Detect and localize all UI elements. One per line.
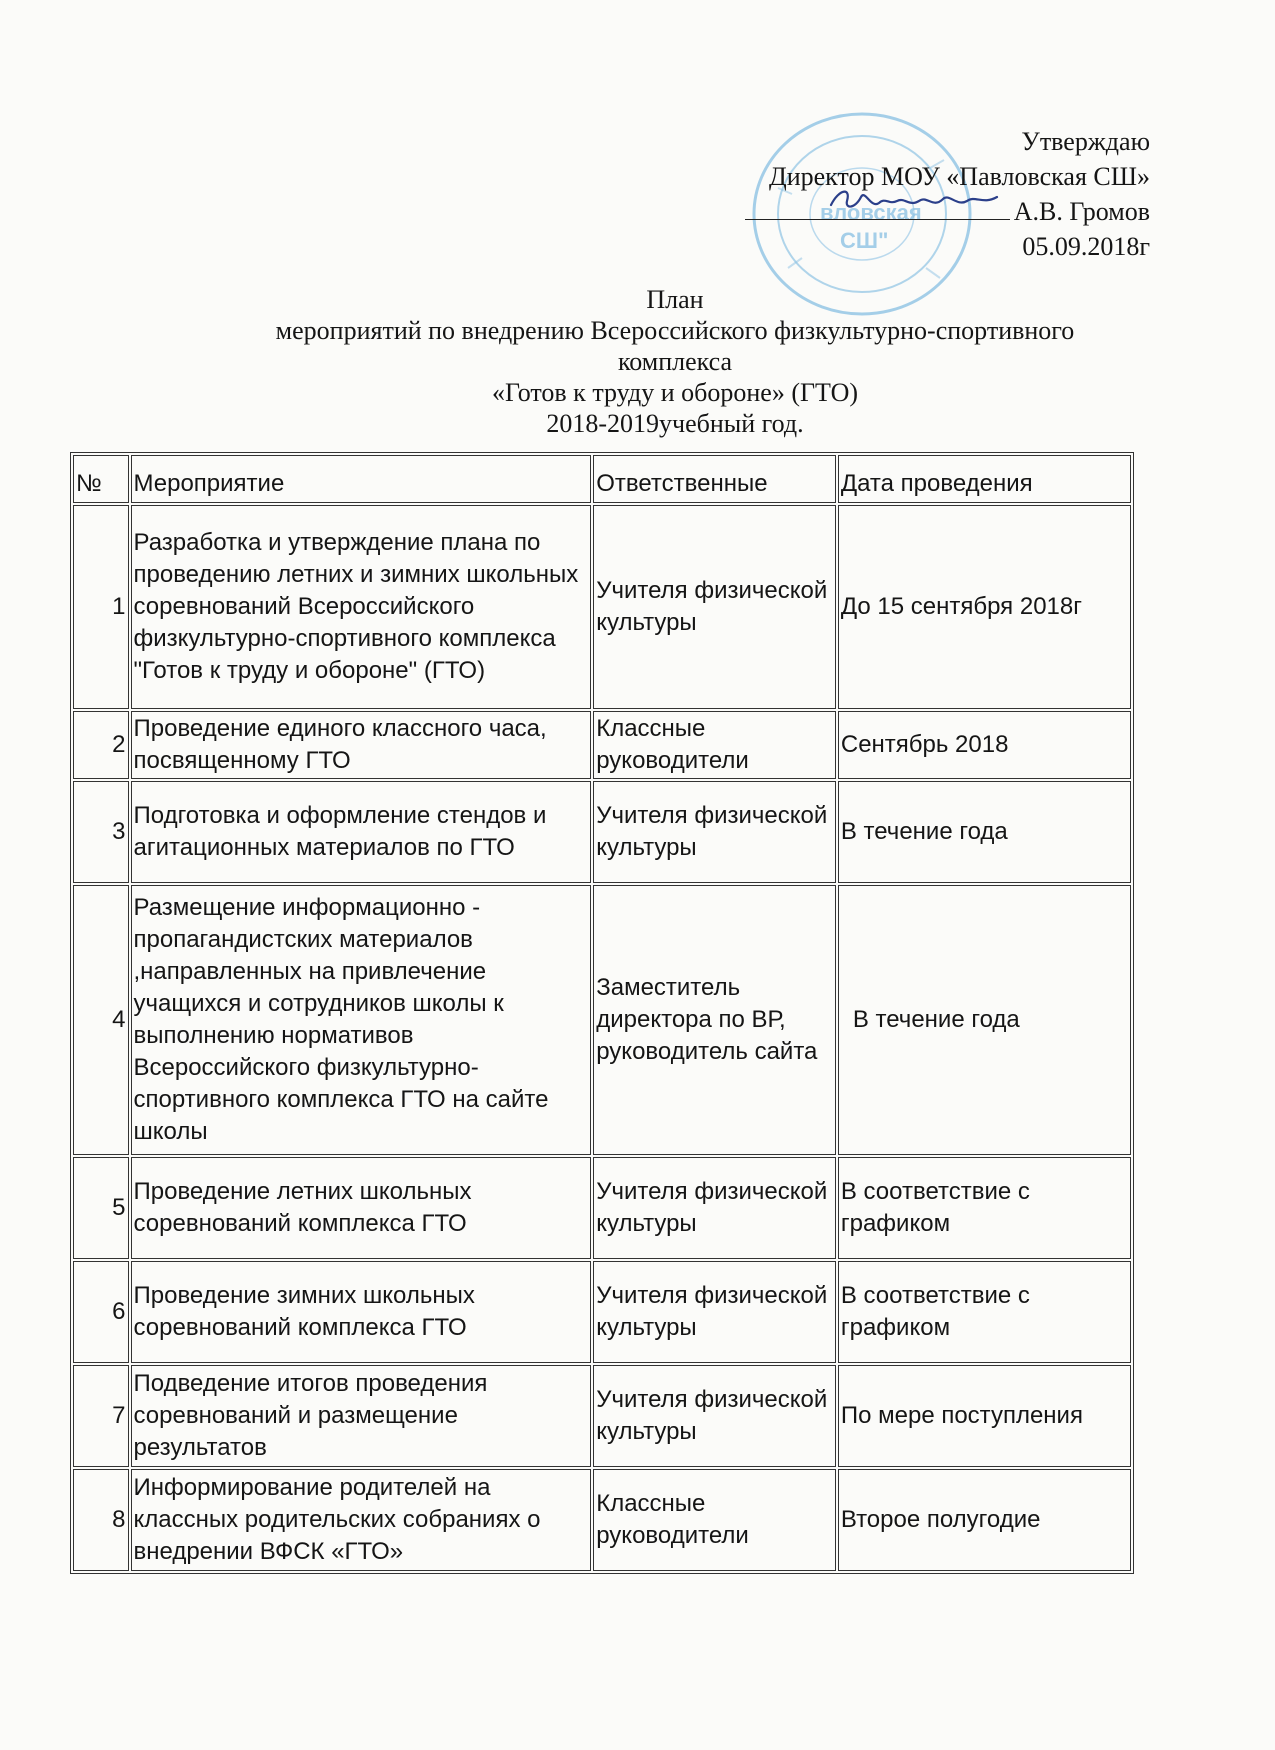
title-line-3: комплекса <box>617 347 733 376</box>
row-responsible: Заместитель директора по ВР, руководитель сайта <box>593 885 836 1155</box>
row-responsible: Учителя физической культуры <box>593 505 836 709</box>
row-date: До 15 сентября 2018г <box>838 505 1131 709</box>
row-date: В течение года <box>838 885 1131 1155</box>
row-number: 6 <box>73 1261 129 1363</box>
header-number: № <box>73 455 129 503</box>
row-responsible: Учителя физической культуры <box>593 1157 836 1259</box>
row-activity: Проведение зимних школьных соревнований комплекса ГТО <box>131 1261 592 1363</box>
approval-block <box>745 124 1150 264</box>
row-responsible: Классные руководители <box>593 711 836 779</box>
title-line-5: 2018-2019учебный год. <box>546 409 804 438</box>
header-activity: Мероприятие <box>131 455 592 503</box>
row-number: 4 <box>73 885 129 1155</box>
row-date: В соответствие с графиком <box>838 1157 1131 1259</box>
director-position: Директор МОУ «Павловская СШ» <box>768 162 1150 191</box>
row-activity: Проведение летних школьных соревнований комплекса ГТО <box>131 1157 592 1259</box>
table-row <box>73 885 1131 1155</box>
approval-date: 05.09.2018г <box>1022 232 1150 261</box>
row-date: В течение года <box>838 781 1131 883</box>
svg-text:СШ": СШ" <box>840 228 889 253</box>
row-number: 3 <box>73 781 129 883</box>
row-date: В соответствие с графиком <box>838 1261 1131 1363</box>
row-activity: Информирование родителей на классных родительских собраниях о внедрении ВФСК «ГТО» <box>131 1469 592 1571</box>
row-number: 5 <box>73 1157 129 1259</box>
row-number: 2 <box>73 711 129 779</box>
row-number: 1 <box>73 505 129 709</box>
row-number: 8 <box>73 1469 129 1571</box>
svg-text:вловская: вловская <box>820 200 922 225</box>
row-responsible: Учителя физической культуры <box>593 1365 836 1467</box>
plan-table <box>70 452 1134 1574</box>
table-row <box>73 1365 1131 1467</box>
table-row <box>73 1157 1131 1259</box>
header-responsible: Ответственные <box>593 455 836 503</box>
row-responsible: Учителя физической культуры <box>593 1261 836 1363</box>
row-date: Сентябрь 2018 <box>838 711 1131 779</box>
title-line-4: «Готов к труду и обороне» (ГТО) <box>491 378 859 407</box>
table-row <box>73 711 1131 779</box>
row-activity: Размещение информационно - пропагандистских материалов ,направленных на привлечение учащихся и сотрудников школы к выполнению нормативов Всероссийского физкультурно-спортивного комплекса ГТО на сайте школы <box>131 885 592 1155</box>
table-row <box>73 781 1131 883</box>
signature-row <box>745 194 1150 229</box>
header-date: Дата проведения <box>838 455 1131 503</box>
director-name: А.В. Громов <box>1013 197 1150 226</box>
title-line-2: мероприятий по внедрению Всероссийского физкультурно-спортивного <box>275 316 1075 345</box>
row-activity: Проведение единого классного часа, посвященному ГТО <box>131 711 592 779</box>
document-title <box>150 284 1200 439</box>
row-number: 7 <box>73 1365 129 1467</box>
row-date: Второе полугодие <box>838 1469 1131 1571</box>
row-activity: Разработка и утверждение плана по проведению летних и зимних школьных соревнований Всероссийского физкультурно-спортивного комплекса "Готов к труду и обороне" (ГТО) <box>131 505 592 709</box>
table-row <box>73 1469 1131 1571</box>
handwritten-signature <box>825 179 1005 219</box>
row-responsible: Классные руководители <box>593 1469 836 1571</box>
approve-word: Утверждаю <box>1021 127 1150 156</box>
table-row <box>73 1261 1131 1363</box>
title-line-1: План <box>646 285 704 314</box>
table-row <box>73 505 1131 709</box>
table-header-row <box>73 455 1131 503</box>
row-activity: Подведение итогов проведения соревнований и размещение результатов <box>131 1365 592 1467</box>
row-activity: Подготовка и оформление стендов и агитационных материалов по ГТО <box>131 781 592 883</box>
row-responsible: Учителя физической культуры <box>593 781 836 883</box>
row-date: По мере поступления <box>838 1365 1131 1467</box>
signature-line <box>745 195 1010 220</box>
